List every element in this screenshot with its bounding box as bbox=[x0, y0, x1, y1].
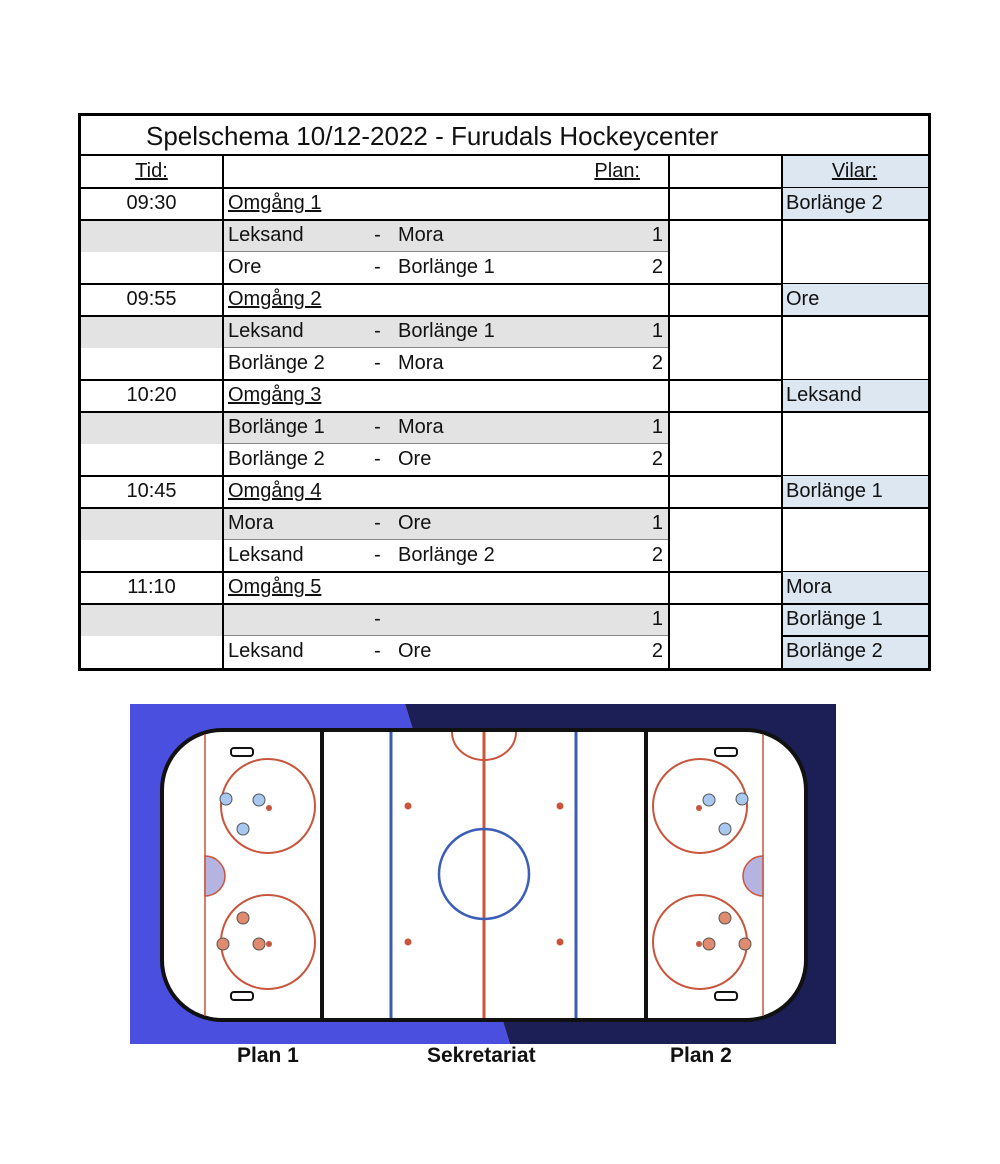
grid-line bbox=[81, 411, 222, 413]
game-home bbox=[222, 604, 359, 636]
vilar-team: Ore bbox=[781, 284, 928, 316]
grid-line bbox=[781, 219, 928, 221]
game-plan: 1 bbox=[651, 512, 663, 534]
game-home: Borlänge 1 bbox=[222, 412, 359, 444]
game-plan: 1 bbox=[651, 320, 663, 342]
round-time: 11:10 bbox=[127, 576, 176, 598]
grid-line bbox=[668, 411, 781, 413]
game-home: Leksand bbox=[228, 544, 304, 566]
time-spacer bbox=[81, 348, 222, 380]
game-away: Borlänge 1 bbox=[398, 256, 495, 278]
game-home: Leksand bbox=[222, 220, 359, 252]
game-away: Ore bbox=[396, 508, 668, 540]
grid-line bbox=[781, 635, 928, 637]
game-separator: - bbox=[359, 412, 396, 444]
grid-line bbox=[222, 411, 668, 413]
game-away: Mora bbox=[398, 352, 444, 374]
schedule-title: Spelschema 10/12-2022 - Furudals Hockeycenter bbox=[81, 116, 928, 156]
round-label: Omgång 3 bbox=[228, 384, 322, 406]
time-spacer bbox=[81, 252, 222, 284]
grid-line bbox=[81, 315, 222, 317]
game-away: Ore bbox=[398, 640, 432, 662]
grid-line bbox=[222, 507, 668, 509]
time-spacer bbox=[81, 540, 222, 572]
game-separator: - bbox=[359, 604, 396, 636]
game-plan: 2 bbox=[651, 256, 663, 278]
game-home: Ore bbox=[228, 256, 262, 278]
vilar-team: Borlänge 1 bbox=[781, 476, 928, 508]
time-spacer bbox=[81, 604, 222, 636]
header-time: Tid: bbox=[135, 160, 168, 182]
game-separator: - bbox=[374, 544, 381, 566]
grid-line bbox=[81, 219, 222, 221]
game-separator: - bbox=[374, 256, 381, 278]
round-label: Omgång 5 bbox=[228, 576, 322, 598]
grid-line bbox=[781, 156, 783, 668]
game-away: Borlänge 2 bbox=[398, 544, 495, 566]
caption-plan2: Plan 2 bbox=[670, 1044, 732, 1067]
game-plan: 2 bbox=[651, 640, 663, 662]
grid-line bbox=[668, 156, 670, 668]
game-separator: - bbox=[359, 220, 396, 252]
game-home: Leksand bbox=[228, 640, 304, 662]
grid-line bbox=[222, 603, 668, 605]
round-label: Omgång 2 bbox=[228, 288, 322, 310]
grid-line bbox=[81, 507, 222, 509]
game-plan: 2 bbox=[651, 352, 663, 374]
grid-line bbox=[222, 219, 668, 221]
time-spacer bbox=[81, 636, 222, 668]
vilar-team: Mora bbox=[781, 572, 928, 604]
grid-line bbox=[781, 507, 928, 509]
game-away: Mora bbox=[396, 412, 668, 444]
grid-line bbox=[781, 411, 928, 413]
game-home: Leksand bbox=[222, 316, 359, 348]
game-separator: - bbox=[374, 448, 381, 470]
grid-line bbox=[781, 603, 928, 605]
game-plan: 2 bbox=[651, 544, 663, 566]
header-plan: Plan: bbox=[594, 160, 640, 182]
round-label: Omgång 4 bbox=[228, 480, 322, 502]
time-spacer bbox=[81, 508, 222, 540]
grid-line bbox=[668, 219, 781, 221]
caption-plan1: Plan 1 bbox=[237, 1044, 299, 1067]
vilar-team: Borlänge 2 bbox=[781, 188, 928, 220]
game-plan: 1 bbox=[651, 608, 663, 630]
vilar-team: Leksand bbox=[781, 380, 928, 412]
game-home: Mora bbox=[222, 508, 359, 540]
game-away: Borlänge 1 bbox=[396, 316, 668, 348]
game-separator: - bbox=[359, 316, 396, 348]
round-time: 09:55 bbox=[126, 288, 177, 310]
vilar-team: Borlänge 1 bbox=[781, 604, 928, 636]
time-spacer bbox=[81, 444, 222, 476]
caption-sekretariat: Sekretariat bbox=[427, 1044, 536, 1067]
grid-line bbox=[222, 539, 668, 540]
schedule-table bbox=[78, 113, 931, 671]
time-spacer bbox=[81, 316, 222, 348]
grid-line bbox=[781, 315, 928, 317]
game-separator: - bbox=[374, 640, 381, 662]
grid-line bbox=[222, 347, 668, 348]
game-plan: 1 bbox=[651, 416, 663, 438]
round-time: 10:45 bbox=[126, 480, 177, 502]
header-vilar: Vilar: bbox=[781, 156, 928, 188]
game-plan: 2 bbox=[651, 448, 663, 470]
vilar-team: Borlänge 2 bbox=[781, 636, 928, 668]
round-time: 10:20 bbox=[126, 384, 177, 406]
game-away: Mora bbox=[396, 220, 668, 252]
time-spacer bbox=[81, 412, 222, 444]
game-plan: 1 bbox=[651, 224, 663, 246]
game-home: Borlänge 2 bbox=[228, 352, 325, 374]
game-separator: - bbox=[374, 352, 381, 374]
game-separator: - bbox=[359, 508, 396, 540]
grid-line bbox=[668, 603, 781, 605]
grid-line bbox=[81, 603, 222, 605]
grid-line bbox=[222, 251, 668, 252]
rink-diagram bbox=[130, 704, 836, 1044]
round-time: 09:30 bbox=[126, 192, 177, 214]
grid-line bbox=[222, 315, 668, 317]
round-label: Omgång 1 bbox=[228, 192, 322, 214]
grid-line bbox=[668, 507, 781, 509]
game-away: Ore bbox=[398, 448, 432, 470]
time-spacer bbox=[81, 220, 222, 252]
grid-line bbox=[222, 635, 668, 636]
grid-line bbox=[222, 156, 224, 668]
grid-line bbox=[222, 443, 668, 444]
grid-line bbox=[668, 315, 781, 317]
game-home: Borlänge 2 bbox=[228, 448, 325, 470]
